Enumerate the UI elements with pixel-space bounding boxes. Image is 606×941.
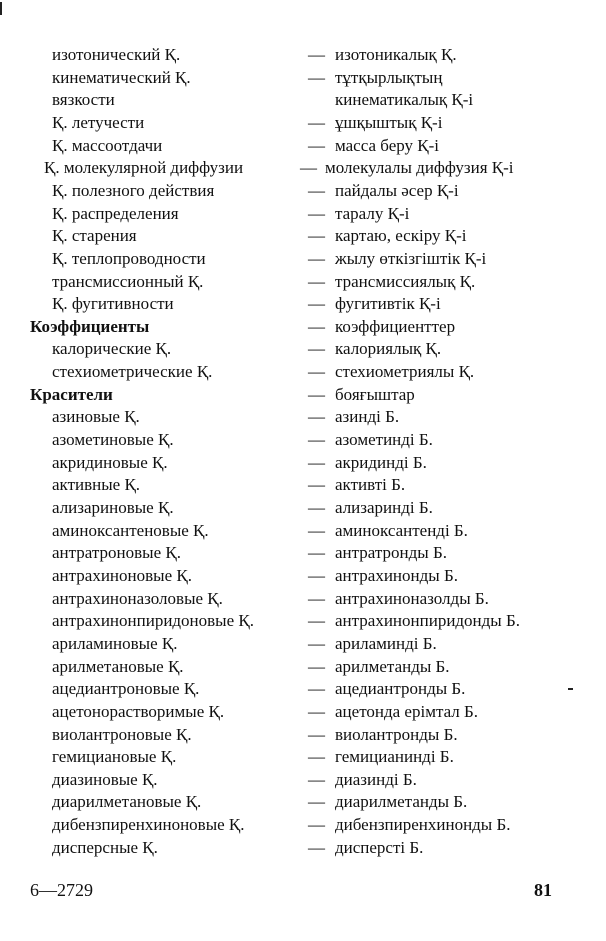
entry-dash: — [308, 45, 325, 64]
dictionary-entry [0, 361, 606, 383]
entry-kazakh-term: трансмиссиялық Қ. [335, 271, 476, 291]
entry-dash: — [308, 362, 325, 382]
entry-russian-term: Қ. молекулярной диффузии [44, 158, 244, 178]
dictionary-entry [0, 203, 606, 225]
entry-russian-term: изотонический Қ. [52, 45, 181, 64]
dictionary-entry [0, 89, 606, 111]
entry-dash: — [308, 769, 325, 789]
entry-dash: — [308, 430, 325, 449]
dictionary-entry [0, 565, 606, 587]
entry-russian-term: диазиновые Қ. [52, 769, 158, 789]
dictionary-entry [0, 316, 606, 338]
entry-dash: — [308, 747, 325, 767]
entry-kazakh-term: изотоникалық Қ. [335, 45, 457, 64]
printer-signature: 6—2729 [30, 880, 93, 900]
entry-kazakh-term: молекулалы диффузия Қ-і [325, 158, 514, 178]
entry-dash: — [308, 633, 325, 653]
entry-russian-term: гемициановые Қ. [52, 747, 177, 767]
dictionary-entry [0, 791, 606, 813]
entry-russian-term: аминоксантеновые Қ. [52, 520, 209, 540]
dictionary-entry [0, 769, 606, 791]
entry-kazakh-term: активті Б. [335, 475, 406, 495]
entry-russian-term: калорические Қ. [52, 339, 172, 359]
entry-dash: — [308, 180, 325, 200]
page-number: 81 [534, 880, 552, 900]
entry-russian-term: Қ. летучести [52, 112, 145, 132]
entry-russian-term: Қ. теплопроводности [52, 248, 206, 268]
entry-russian-term: Қ. распределения [52, 203, 179, 223]
dictionary-entry [0, 542, 606, 564]
entry-russian-term: трансмиссионный Қ. [52, 271, 204, 291]
entry-kazakh-term: диазинді Б. [335, 769, 417, 789]
entry-kazakh-term: ұшқыштық Қ-і [335, 112, 443, 132]
entry-russian-term: арилметановые Қ. [52, 656, 184, 676]
entry-dash: — [308, 543, 325, 563]
corner-mark [0, 2, 2, 15]
entry-dash: — [308, 339, 325, 359]
entry-kazakh-term: арилметанды Б. [335, 656, 450, 676]
entry-russian-term: дисперсные Қ. [52, 837, 158, 857]
dictionary-entry [0, 656, 606, 678]
dictionary-entry [0, 678, 606, 700]
entry-dash: — [308, 294, 325, 314]
entry-kazakh-term: диарилметанды Б. [335, 792, 468, 812]
dictionary-entry [0, 610, 606, 632]
entry-dash: — [308, 815, 325, 835]
entry-dash: — [308, 226, 325, 246]
dictionary-entry [0, 44, 606, 66]
entry-kazakh-term: картаю, ескіру Қ-і [335, 226, 467, 246]
dictionary-entry [0, 429, 606, 451]
entry-dash: — [308, 792, 325, 812]
dictionary-entry [0, 384, 606, 406]
dictionary-entry [0, 67, 606, 89]
entry-russian-term: ацетонорастворимые Қ. [52, 701, 225, 721]
entry-kazakh-term: антрахиноназолды Б. [335, 588, 489, 608]
entry-dash: — [308, 248, 325, 268]
dictionary-entry [0, 497, 606, 519]
entry-dash: — [308, 203, 325, 223]
entry-russian-term: вязкости [52, 90, 115, 110]
entry-dash: — [308, 475, 325, 495]
entry-kazakh-term: пайдалы әсер Қ-і [335, 180, 459, 200]
entry-dash: — [308, 135, 325, 155]
entry-russian-term: антрахинонпиридоновые Қ. [52, 611, 254, 631]
entry-russian-term: виолантроновые Қ. [52, 724, 192, 744]
entry-kazakh-term: коэффициенттер [335, 316, 456, 336]
dictionary-entry [0, 701, 606, 723]
entry-kazakh-term: ариламинді Б. [335, 633, 437, 653]
entry-kazakh-term: аминоксантенді Б. [335, 520, 468, 540]
entry-russian-term: антрахиноназоловые Қ. [52, 588, 223, 608]
entry-headword: Коэффициенты [30, 316, 150, 336]
dictionary-entry [0, 248, 606, 270]
entry-russian-term: кинематический Қ. [52, 67, 191, 87]
entry-kazakh-term: стехиометриялы Қ. [335, 362, 475, 382]
dictionary-entry [0, 112, 606, 134]
dictionary-entry [0, 225, 606, 247]
entry-dash: — [308, 112, 325, 132]
entry-dash: — [308, 452, 325, 472]
entry-dash: — [308, 67, 325, 87]
dictionary-entry [0, 633, 606, 655]
entry-kazakh-term: антрахинонды Б. [335, 565, 458, 585]
entry-dash: — [308, 384, 325, 404]
entry-dash: — [308, 724, 325, 744]
speck-mark [568, 688, 573, 690]
entry-dash: — [308, 656, 325, 676]
dictionary-entry [0, 452, 606, 474]
dictionary-entry [0, 135, 606, 157]
entry-russian-term: стехиометрические Қ. [52, 362, 213, 382]
entry-russian-term: ацедиантроновые Қ. [52, 679, 200, 699]
entry-dash: — [308, 316, 325, 336]
entry-dash: — [308, 701, 325, 721]
dictionary-entry [0, 837, 606, 859]
entry-dash: — [308, 611, 325, 631]
entry-dash: — [308, 588, 325, 608]
entry-dash: — [308, 837, 325, 857]
entry-russian-term: дибензпиренхиноновые Қ. [52, 815, 245, 835]
entry-dash: — [308, 271, 325, 291]
dictionary-entry [0, 157, 606, 179]
dictionary-entry [0, 474, 606, 496]
dictionary-entry [0, 406, 606, 428]
entry-dash: — [308, 520, 325, 540]
dictionary-entry [0, 520, 606, 542]
dictionary-entry [0, 814, 606, 836]
dictionary-entry [0, 724, 606, 746]
entry-russian-term: ариламиновые Қ. [52, 633, 178, 653]
entry-dash: — [308, 565, 325, 585]
entry-russian-term: ализариновые Қ. [52, 498, 174, 517]
entry-russian-term: диарилметановые Қ. [52, 792, 202, 812]
dictionary-entry [0, 180, 606, 202]
entry-kazakh-term: гемицианинді Б. [335, 747, 454, 767]
entry-kazakh-term: бояғыштар [335, 384, 415, 404]
entry-headword: Красители [30, 384, 113, 404]
entry-kazakh-term: тұтқырлықтың [335, 67, 443, 87]
entry-russian-term: Қ. фугитивности [52, 294, 174, 314]
entry-kazakh-term: калориялық Қ. [335, 339, 442, 359]
entry-russian-term: азиновые Қ. [52, 407, 140, 427]
entry-russian-term: антратроновые Қ. [52, 543, 181, 563]
entry-russian-term: азометиновые Қ. [52, 430, 174, 449]
entry-russian-term: акридиновые Қ. [52, 452, 168, 472]
entry-dash: — [308, 498, 325, 517]
dictionary-entry [0, 746, 606, 768]
entry-kazakh-term: азинді Б. [335, 407, 400, 427]
entry-kazakh-term: антрахинонпиридонды Б. [335, 611, 520, 631]
entry-kazakh-term: фугитивтік Қ-і [335, 294, 441, 314]
entry-russian-term: Қ. массоотдачи [52, 135, 163, 155]
entry-kazakh-term: кинематикалық Қ-і [335, 90, 474, 110]
entry-russian-term: Қ. старения [52, 226, 137, 246]
entry-kazakh-term: ализаринді Б. [335, 498, 433, 517]
dictionary-entry [0, 271, 606, 293]
entry-kazakh-term: масса беру Қ-і [335, 135, 440, 155]
entry-kazakh-term: ацедиантронды Б. [335, 679, 466, 699]
entry-kazakh-term: таралу Қ-і [335, 203, 410, 223]
entry-kazakh-term: акридинді Б. [335, 452, 427, 472]
entry-dash: — [308, 407, 325, 427]
entry-dash: — [300, 158, 317, 178]
entry-russian-term: антрахиноновые Қ. [52, 565, 192, 585]
entry-kazakh-term: дибензпиренхинонды Б. [335, 815, 511, 835]
entry-kazakh-term: жылу өткізгіштік Қ-і [335, 248, 487, 268]
entry-kazakh-term: дисперсті Б. [335, 837, 424, 857]
entry-russian-term: Қ. полезного действия [52, 180, 215, 200]
entry-kazakh-term: антратронды Б. [335, 543, 447, 563]
entry-kazakh-term: азометинді Б. [335, 430, 433, 449]
dictionary-entry [0, 588, 606, 610]
entry-kazakh-term: виолантронды Б. [335, 724, 458, 744]
dictionary-entry [0, 293, 606, 315]
entry-russian-term: активные Қ. [52, 475, 141, 495]
dictionary-entry [0, 338, 606, 360]
entry-dash: — [308, 679, 325, 699]
entry-kazakh-term: ацетонда ерімтал Б. [335, 701, 479, 721]
